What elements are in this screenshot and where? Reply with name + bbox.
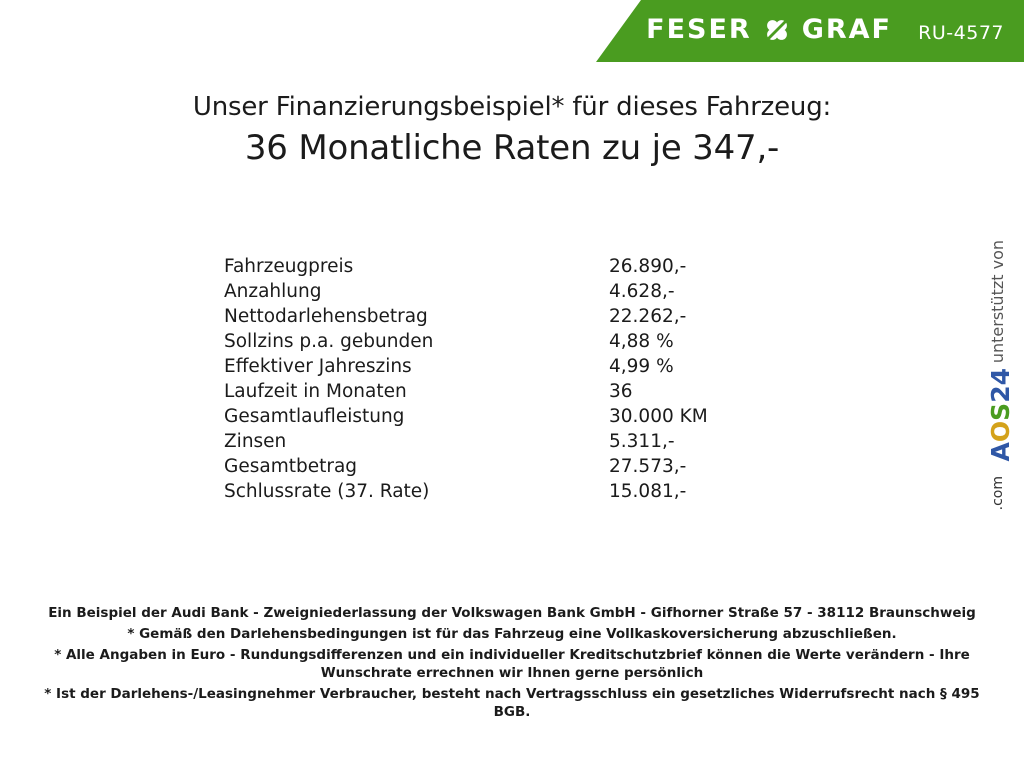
brand-name-feser: FESER (646, 14, 752, 45)
row-label: Nettodarlehensbetrag (224, 306, 428, 327)
row-value: 15.081,- (609, 481, 687, 502)
row-label: Sollzins p.a. gebunden (224, 331, 434, 352)
row-label: Anzahlung (224, 281, 322, 302)
table-row (224, 256, 784, 281)
footnote-withdrawal: * Ist der Darlehens-/Leasingnehmer Verbraucher, besteht nach Vertragsschluss ein gesetzliches Widerrufsrecht nach § 495 BGB. (44, 686, 980, 720)
supported-by-branding (982, 240, 1022, 540)
aos24-domain-suffix: .com (990, 476, 1006, 511)
row-value: 4.628,- (609, 281, 675, 302)
footnote-currency: * Alle Angaben in Euro - Rundungsdifferenzen und ein individueller Kreditschutzbrief können die Werte verändern - Ihre Wunschrate errechnen wir Ihnen gerne persönlich (54, 647, 970, 681)
row-value: 36 (609, 381, 633, 402)
financing-table (224, 256, 784, 506)
page-subtitle: 36 Monatliche Raten zu je 347,- (244, 128, 780, 168)
row-value: 4,88 % (609, 331, 674, 352)
row-label: Fahrzeugpreis (224, 256, 354, 277)
page-header (0, 0, 1024, 62)
table-row (224, 331, 784, 356)
row-value: 26.890,- (609, 256, 687, 277)
headline-block (0, 92, 1024, 168)
table-row (224, 481, 784, 506)
row-label: Schlussrate (37. Rate) (224, 481, 430, 502)
table-row (224, 281, 784, 306)
row-value: 30.000 KM (609, 406, 708, 427)
row-label: Gesamtbetrag (224, 456, 358, 477)
table-row (224, 356, 784, 381)
footnotes (0, 604, 1024, 724)
aos24-letter-s: S (986, 402, 1015, 421)
row-value: 27.573,- (609, 456, 687, 477)
table-row (224, 456, 784, 481)
aos24-letter-a: A (986, 442, 1015, 462)
row-value: 4,99 % (609, 356, 674, 377)
row-label: Zinsen (224, 431, 287, 452)
row-value: 5.311,- (609, 431, 675, 452)
brand-name-graf: GRAF (801, 14, 892, 45)
row-label: Effektiver Jahreszins (224, 356, 412, 377)
footnote-bank: Ein Beispiel der Audi Bank - Zweigniederlassung der Volkswagen Bank GmbH - Gifhorner Straße 57 - 38112 Braunschweig (48, 605, 976, 621)
supported-by-label: unterstützt von (988, 240, 1007, 364)
table-row (224, 306, 784, 331)
row-label: Gesamtlaufleistung (224, 406, 405, 427)
aos24-logo (986, 368, 1015, 461)
footnote-insurance: * Gemäß den Darlehensbedingungen ist für das Fahrzeug eine Vollkaskoversicherung abzuschließen. (127, 626, 897, 642)
row-label: Laufzeit in Monaten (224, 381, 407, 402)
aos24-letter-o: O (986, 420, 1015, 443)
feser-graf-logo (646, 14, 892, 45)
table-row (224, 406, 784, 431)
page-title: Unser Finanzierungsbeispiel* für dieses Fahrzeug: (192, 92, 832, 122)
table-row (224, 381, 784, 406)
clover-icon (764, 17, 790, 43)
row-value: 22.262,- (609, 306, 687, 327)
table-row (224, 431, 784, 456)
vehicle-reference-code: RU-4577 (918, 22, 1004, 44)
aos24-number-24: 24 (986, 368, 1015, 403)
